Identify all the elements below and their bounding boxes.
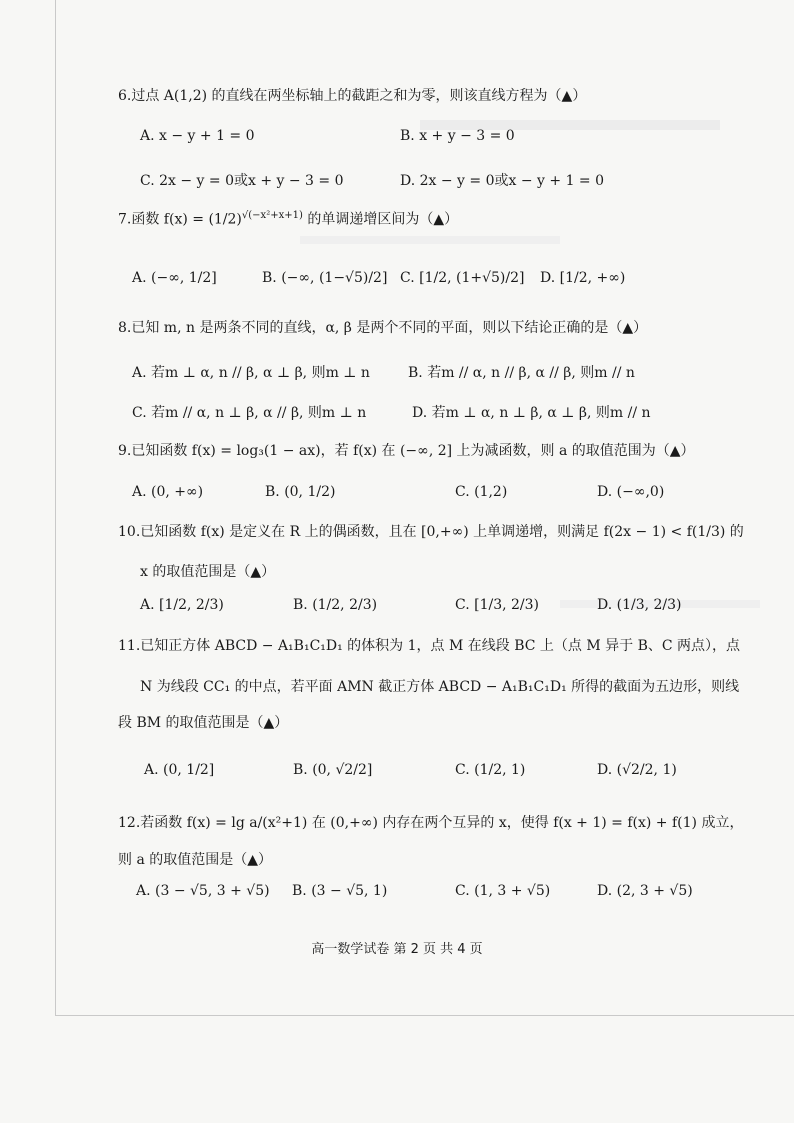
q9-option-a: A. (0, +∞) <box>132 484 204 500</box>
question-9-stem: 9.已知函数 f(x) = log₃(1 − ax)，若 f(x) 在 (−∞, 2] 上为减函数，则 a 的取值范围为（▲） <box>118 443 695 459</box>
q10-option-c: C. [1/3, 2/3) <box>455 597 539 613</box>
q9-option-c: C. (1,2) <box>455 484 508 500</box>
q7-option-b: B. (−∞, (1−√5)/2] <box>262 270 388 286</box>
q12-option-a: A. (3 − √5, 3 + √5) <box>136 883 270 899</box>
q11-option-c: C. (1/2, 1) <box>455 762 526 778</box>
q11-option-d: D. (√2/2, 1) <box>597 762 677 778</box>
q6-option-c: C. 2x − y = 0或x + y − 3 = 0 <box>140 173 344 189</box>
q8-option-d: D. 若m ⊥ α, n ⊥ β, α ⊥ β, 则m // n <box>412 405 651 421</box>
question-11-stem-line2: N 为线段 CC₁ 的中点，若平面 AMN 截正方体 ABCD − A₁B₁C₁D₁ 所得的截面为五边形，则线 <box>140 679 740 695</box>
q6-option-d: D. 2x − y = 0或x − y + 1 = 0 <box>400 173 605 189</box>
q7-option-d: D. [1/2, +∞) <box>540 270 626 286</box>
q9-option-b: B. (0, 1/2) <box>265 484 336 500</box>
question-12-stem-line1: 12.若函数 f(x) = lg a/(x²+1) 在 (0,+∞) 内存在两个互异的 x，使得 f(x + 1) = f(x) + f(1) 成立， <box>118 815 744 831</box>
question-11-stem-line1: 11.已知正方体 ABCD − A₁B₁C₁D₁ 的体积为 1，点 M 在线段 BC 上（点 M 异于 B、C 两点），点 <box>118 638 741 654</box>
question-10-stem-line1: 10.已知函数 f(x) 是定义在 R 上的偶函数，且在 [0,+∞) 上单调递增，则满足 f(2x − 1) < f(1/3) 的 <box>118 524 744 540</box>
q7-option-a: A. (−∞, 1/2] <box>132 270 217 286</box>
q7-prefix: 7.函数 f(x) = (1/2) <box>118 211 242 228</box>
question-6-stem: 6.过点 A(1,2) 的直线在两坐标轴上的截距之和为零，则该直线方程为（▲） <box>118 88 587 104</box>
q12-option-b: B. (3 − √5, 1) <box>292 883 388 899</box>
q8-option-a: A. 若m ⊥ α, n // β, α ⊥ β, 则m ⊥ n <box>132 365 370 381</box>
q6-option-a: A. x − y + 1 = 0 <box>140 128 255 144</box>
question-8-stem: 8.已知 m, n 是两条不同的直线，α, β 是两个不同的平面，则以下结论正确的是（▲） <box>118 320 648 336</box>
q6-option-b: B. x + y − 3 = 0 <box>400 128 515 144</box>
q10-option-a: A. [1/2, 2/3) <box>140 597 224 613</box>
scan-edge <box>55 0 56 1016</box>
q9-option-d: D. (−∞,0) <box>597 484 665 500</box>
q10-option-b: B. (1/2, 2/3) <box>293 597 378 613</box>
question-11-stem-line3: 段 BM 的取值范围是（▲） <box>118 715 289 731</box>
question-7-stem <box>118 210 458 228</box>
q12-option-c: C. (1, 3 + √5) <box>455 883 551 899</box>
q7-option-c: C. [1/2, (1+√5)/2] <box>400 270 525 286</box>
q12-option-d: D. (2, 3 + √5) <box>597 883 693 899</box>
q10-option-d: D. (1/3, 2/3) <box>597 597 682 613</box>
q8-option-c: C. 若m // α, n ⊥ β, α // β, 则m ⊥ n <box>132 405 367 421</box>
question-12-stem-line2: 则 a 的取值范围是（▲） <box>118 852 273 868</box>
bleed-through <box>300 236 560 244</box>
q8-option-b: B. 若m // α, n // β, α // β, 则m // n <box>408 365 635 381</box>
q11-option-b: B. (0, √2/2] <box>293 762 373 778</box>
q11-option-a: A. (0, 1/2] <box>144 762 215 778</box>
q7-exponent: √(−x²+x+1) <box>241 210 303 221</box>
scan-edge <box>55 1015 794 1016</box>
page-footer: 高一数学试卷 第 2 页 共 4 页 <box>311 942 483 957</box>
q7-suffix: 的单调递增区间为（▲） <box>307 211 459 228</box>
question-10-stem-line2: x 的取值范围是（▲） <box>140 564 276 580</box>
